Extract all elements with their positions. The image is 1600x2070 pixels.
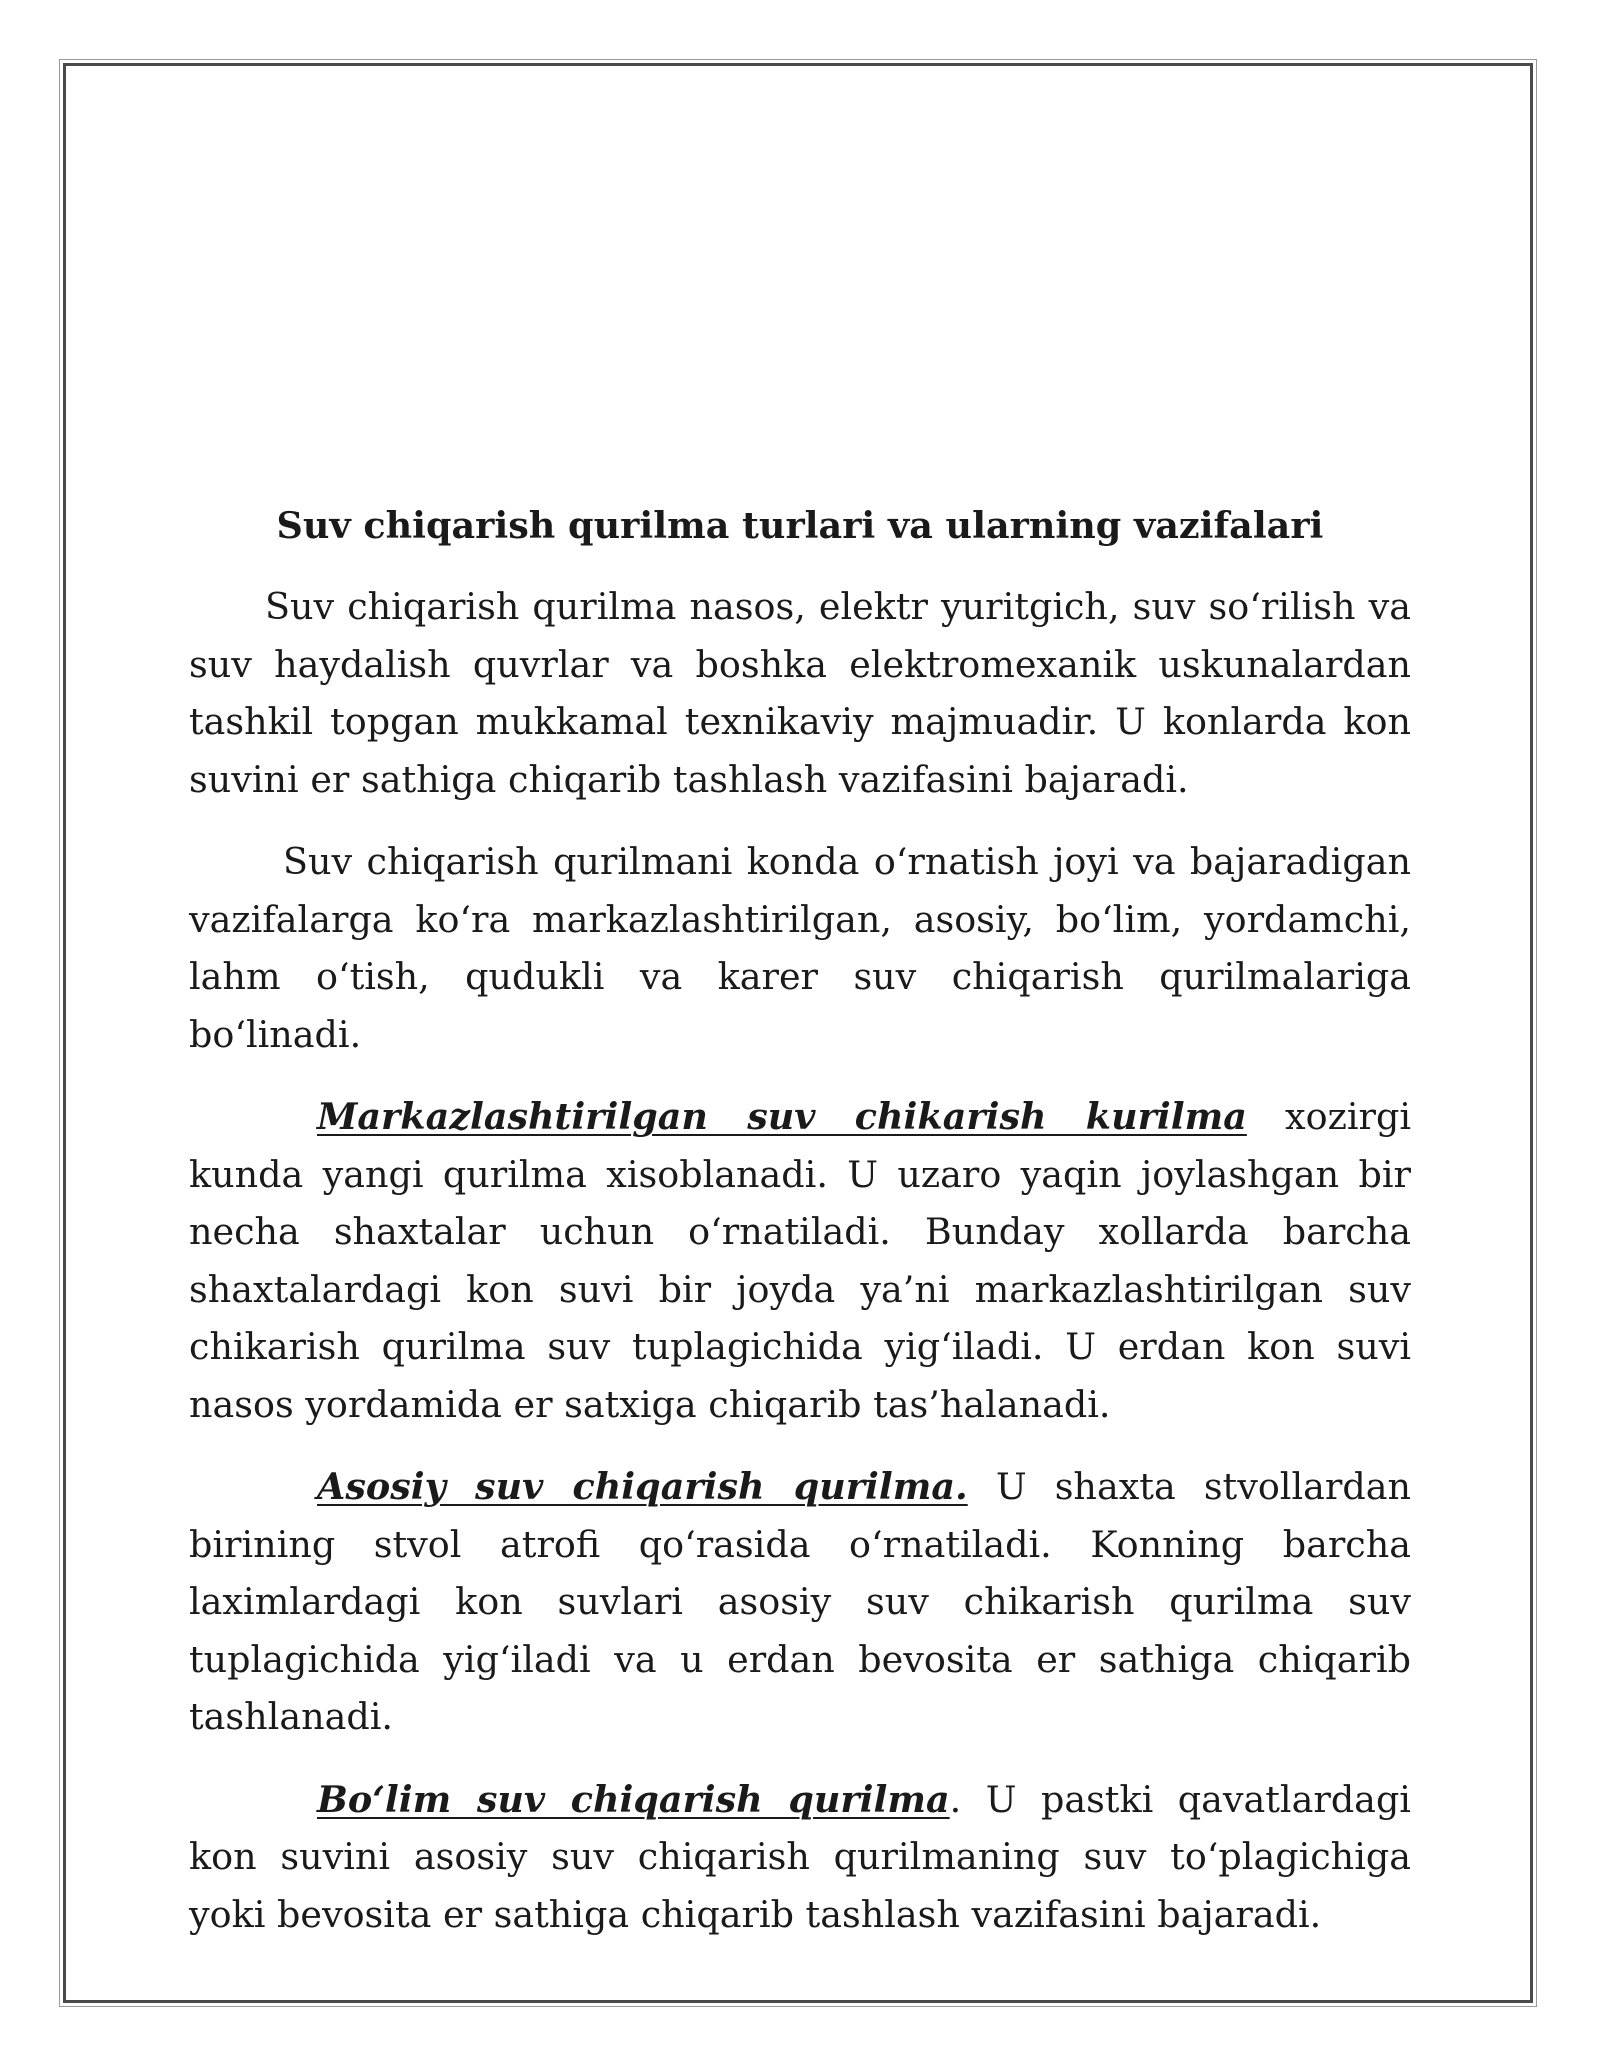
- paragraph-text: . U pastki qavatlardagi kon suvini asosiy suv chiqarish qurilmaning suv to‘plagichiga yoki bevosita er sathiga chiqarib tashlash vazifasini bajaradi.: [189, 1777, 1411, 1936]
- paragraph-1: [189, 578, 1411, 808]
- document-title: Suv chiqarish qurilma turlari va ularning vazifalari: [276, 504, 1324, 547]
- paragraph-text: U shaxta stvollardan birining stvol atrofi qo‘rasida o‘rnatiladi. Konning barcha laximlardagi kon suvlari asosiy suv chikarish qurilma suv tuplagichida yig‘iladi va u erdan bevosita er sathiga chiqarib tashlanadi.: [189, 1465, 1411, 1738]
- paragraph-main: [189, 1458, 1411, 1746]
- term-main: Asosiy suv chiqarish qurilma.: [317, 1465, 968, 1508]
- paragraph-text: xozirgi kunda yangi qurilma xisoblanadi. U uzaro yaqin joylashgan bir necha shaxtalar uchun o‘rnatiladi. Bunday xollarda barcha shaxtalardagi kon suvi bir joyda ya’ni markazlashtirilgan suv chikarish qurilma suv tuplagichida yig‘iladi. U erdan kon suvi nasos yordamida er satxiga chiqarib tas’halanadi.: [189, 1095, 1411, 1426]
- paragraph-centralized: [189, 1088, 1411, 1433]
- term-centralized: Markazlashtirilgan suv chikarish kurilma: [317, 1095, 1247, 1138]
- paragraph-text: Suv chiqarish qurilma nasos, elektr yuritgich, suv so‘rilish va suv haydalish quvrlar va boshka elektromexanik uskunalardan tashkil topgan mukkamal texnikaviy majmuadir. U konlarda kon suvini er sathiga chiqarib tashlash vazifasini bajaradi.: [189, 585, 1411, 801]
- paragraph-2: [189, 833, 1411, 1063]
- term-section: Bo‘lim suv chiqarish qurilma: [317, 1777, 950, 1821]
- document-body: [189, 497, 1411, 1968]
- paragraph-text: Suv chiqarish qurilmani konda o‘rnatish joyi va bajaradigan vazifalarga ko‘ra markazlashtirilgan, asosiy, bo‘lim, yordamchi, lahm o‘tish, qudukli va karer suv chiqarish qurilmalariga bo‘linadi.: [189, 840, 1411, 1056]
- paragraph-section: [189, 1771, 1411, 1944]
